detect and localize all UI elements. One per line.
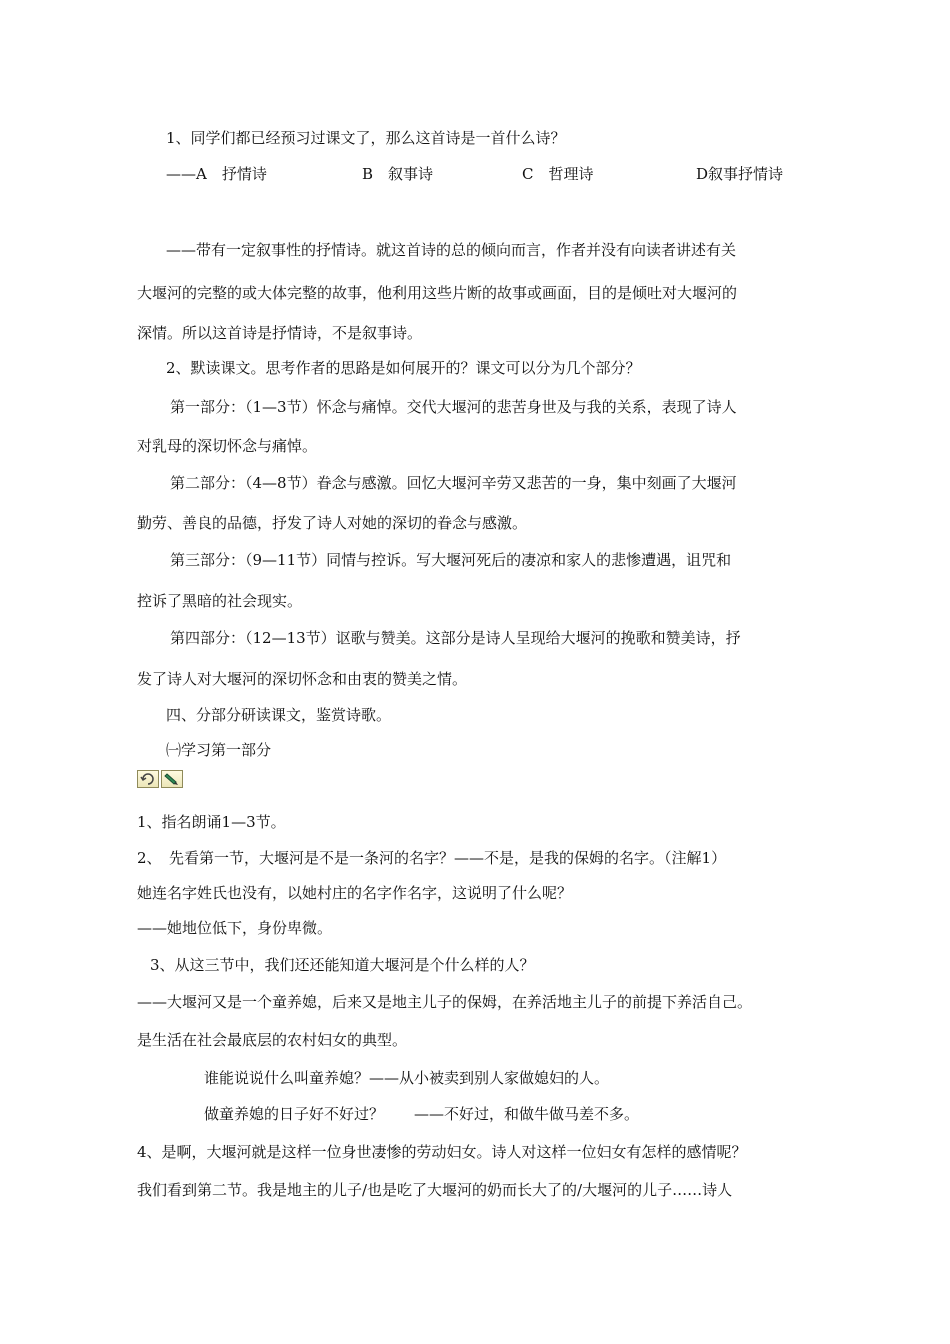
question-2: 2、默读课文。思考作者的思路是如何展开的？课文可以分为几个部分？ [166, 359, 641, 377]
option-d: D叙事抒情诗 [696, 165, 784, 183]
question-1: 1、同学们都已经预习过课文了，那么这首诗是一首什么诗？ [166, 129, 566, 147]
study-item-4-line-2: 我们看到第二节。我是地主的儿子/也是吃了大堰河的奶而长大了的/大堰河的儿子……诗人 [137, 1181, 733, 1199]
study-item-3-line-3: 谁能说说什么叫童养媳？——从小被卖到别人家做媳妇的人。 [204, 1069, 610, 1087]
part-1-line-2: 对乳母的深切怀念与痛悼。 [137, 437, 318, 455]
option-a: ——A 抒情诗 [166, 165, 267, 183]
refresh-icon [137, 770, 159, 788]
subsection-1-heading: ㈠学习第一部分 [166, 741, 272, 759]
part-3-line-2: 控诉了黑暗的社会现实。 [137, 592, 303, 610]
part-4-line-1: 第四部分：（12—13节）讴歌与赞美。这部分是诗人呈现给大堰河的挽歌和赞美诗，抒 [170, 629, 741, 647]
part-4-line-2: 发了诗人对大堰河的深切怀念和由衷的赞美之情。 [137, 670, 468, 688]
answer-1-line-1: ——带有一定叙事性的抒情诗。就这首诗的总的倾向而言，作者并没有向读者讲述有关 [166, 241, 737, 259]
part-2-line-2: 勤劳、善良的品德，抒发了诗人对她的深切的眷念与感激。 [137, 514, 528, 532]
study-item-3: 3、从这三节中，我们还还能知道大堰河是个什么样的人？ [150, 956, 535, 974]
option-c: C 哲理诗 [522, 165, 594, 183]
study-item-2-line-2: 她连名字姓氏也没有，以她村庄的名字作名字，这说明了什么呢？ [137, 884, 573, 902]
study-item-3-line-2: 是生活在社会最底层的农村妇女的典型。 [137, 1031, 408, 1049]
pencil-icon [161, 770, 183, 788]
section-4-heading: 四、分部分研读课文，鉴赏诗歌。 [166, 706, 392, 724]
answer-1-line-2: 大堰河的完整的或大体完整的故事，他利用这些片断的故事或画面，目的是倾吐对大堰河的 [137, 284, 738, 302]
study-item-2-line-1: 2、 先看第一节，大堰河是不是一条河的名字？——不是，是我的保姆的名字。（注解1） [137, 849, 727, 867]
study-item-4-line-1: 4、是啊，大堰河就是这样一位身世凄惨的劳动妇女。诗人对这样一位妇女有怎样的感情呢？ [137, 1143, 747, 1161]
study-item-1: 1、指名朗诵1—3节。 [137, 813, 286, 831]
study-item-3-line-4: 做童养媳的日子好不好过？ ——不好过，和做牛做马差不多。 [204, 1105, 640, 1123]
option-b: B 叙事诗 [362, 165, 434, 183]
part-1-line-1: 第一部分：（1—3节）怀念与痛悼。交代大堰河的悲苦身世及与我的关系，表现了诗人 [170, 398, 737, 416]
part-3-line-1: 第三部分：（9—11节）同情与控诉。写大堰河死后的凄凉和家人的悲惨遭遇，诅咒和 [170, 551, 732, 569]
answer-1-line-3: 深情。所以这首诗是抒情诗，不是叙事诗。 [137, 324, 423, 342]
study-item-2-line-3: ——她地位低下，身份卑微。 [137, 919, 333, 937]
toolbar-icons [137, 770, 185, 790]
study-item-3-line-1: ——大堰河又是一个童养媳，后来又是地主儿子的保姆，在养活地主儿子的前提下养活自己。 [137, 993, 753, 1011]
part-2-line-1: 第二部分：（4—8节）眷念与感激。回忆大堰河辛劳又悲苦的一身，集中刻画了大堰河 [170, 474, 737, 492]
